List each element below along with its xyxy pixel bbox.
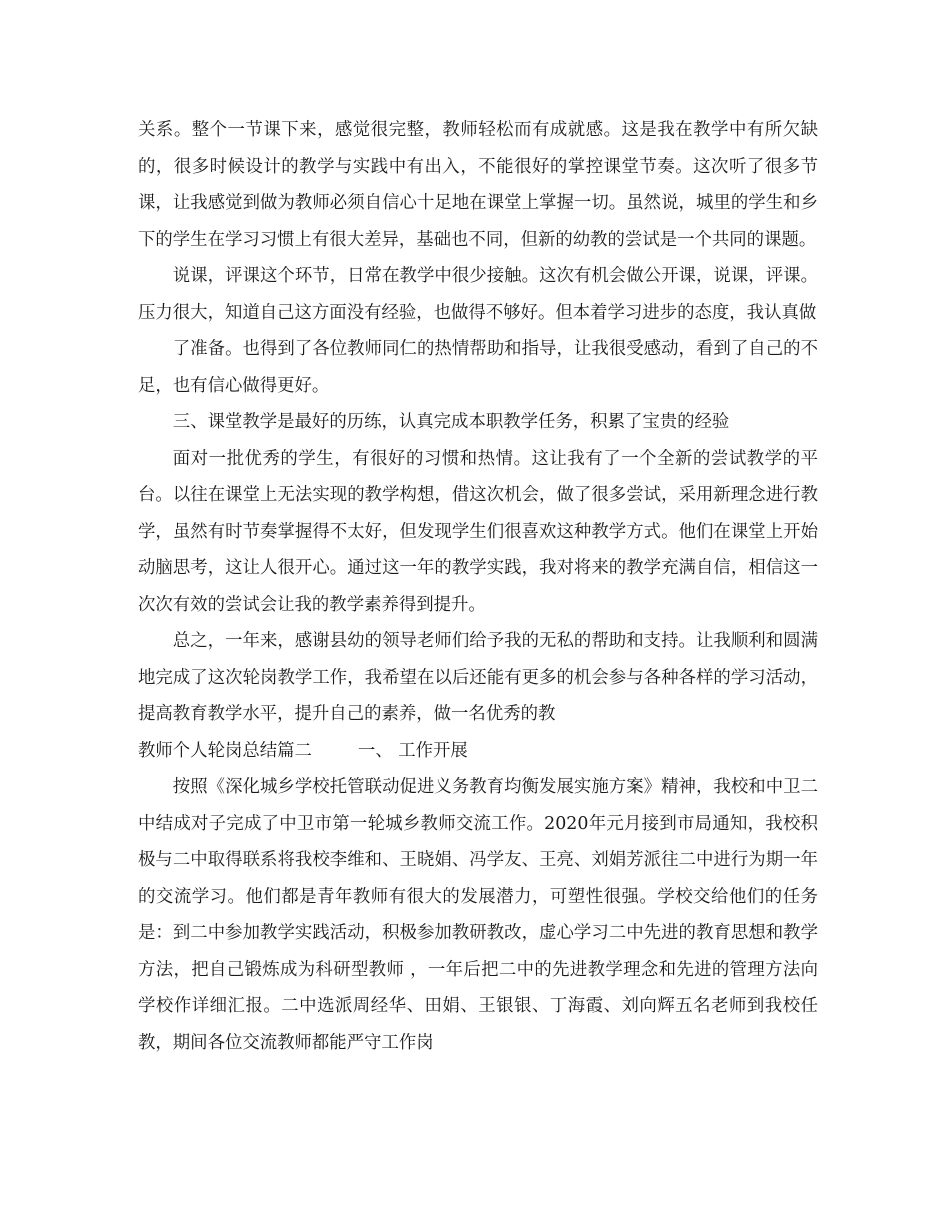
- paragraph-6: 按照《深化城乡学校托管联动促进义务教育均衡发展实施方案》精神，我校和中卫二中结成对子完成了中卫市第一轮城乡教师交流工作。2020年元月接到市局通知，我校积极与二中取得联系将我校李维和、王晓娟、冯学友、王亮、刘娟芳派往二中进行为期一年的交流学习。他们都是青年教师有很大的发展潜力，可塑性很强。学校交给他们的任务是：到二中参加教学实践活动，积极参加教研教改，虚心学习二中先进的教育思想和教学方法，把自己锻炼成为科研型教师 ，一年后把二中的先进教学理念和先进的管理方法向学校作详细汇报。二中选派周经华、田娟、王银银、丁海霞、刘向辉五名老师到我校任教，期间各位交流教师都能严守工作岗: [138, 777, 818, 1053]
- article-heading-line: [138, 733, 818, 770]
- paragraph-3: 了准备。也得到了各位教师同仁的热情帮助和指导，让我很受感动，看到了自己的不足，也有信心做得更好。: [138, 339, 818, 396]
- section-heading-three: 三、课堂教学是最好的历练，认真完成本职教学任务，积累了宝贵的经验: [172, 412, 730, 432]
- paragraph-5: 总之，一年来，感谢县幼的领导老师们给予我的无私的帮助和支持。让我顺利和圆满地完成了这次轮岗教学工作，我希望在以后还能有更多的机会参与各种各样的学习活动，提高教育教学水平，提升自己的素养，做一名优秀的教: [138, 631, 818, 724]
- article-title: 教师个人轮岗总结篇二: [138, 740, 312, 761]
- paragraph-4: 面对一批优秀的学生，有很好的习惯和热情。这让我有了一个全新的尝试教学的平台。以往在课堂上无法实现的教学构想，借这次机会，做了很多尝试，采用新理念进行教学，虽然有时节奏掌握得不太好，但发现学生们很喜欢这种教学方式。他们在课堂上开始动脑思考，这让人很开心。通过这一年的教学实践，我对将来的教学充满自信，相信这一次次有效的尝试会让我的教学素养得到提升。: [138, 448, 818, 615]
- document-body: [138, 112, 818, 1061]
- section-heading-one: 一、 工作开展: [357, 740, 468, 761]
- paragraph-2: 说课，评课这个环节，日常在教学中很少接触。这次有机会做公开课，说课，评课。压力很大，知道自己这方面没有经验，也做得不够好。但本着学习进步的态度，我认真做: [138, 266, 818, 323]
- paragraph-1: 关系。整个一节课下来，感觉很完整，教师轻松而有成就感。这是我在教学中有所欠缺的，很多时候设计的教学与实践中有出入，不能很好的掌控课堂节奏。这次听了很多节课，让我感觉到做为教师必须自信心十足地在课堂上掌握一切。虽然说，城里的学生和乡下的学生在学习习惯上有很大差异，基础也不同，但新的幼教的尝试是一个共同的课题。: [138, 120, 818, 250]
